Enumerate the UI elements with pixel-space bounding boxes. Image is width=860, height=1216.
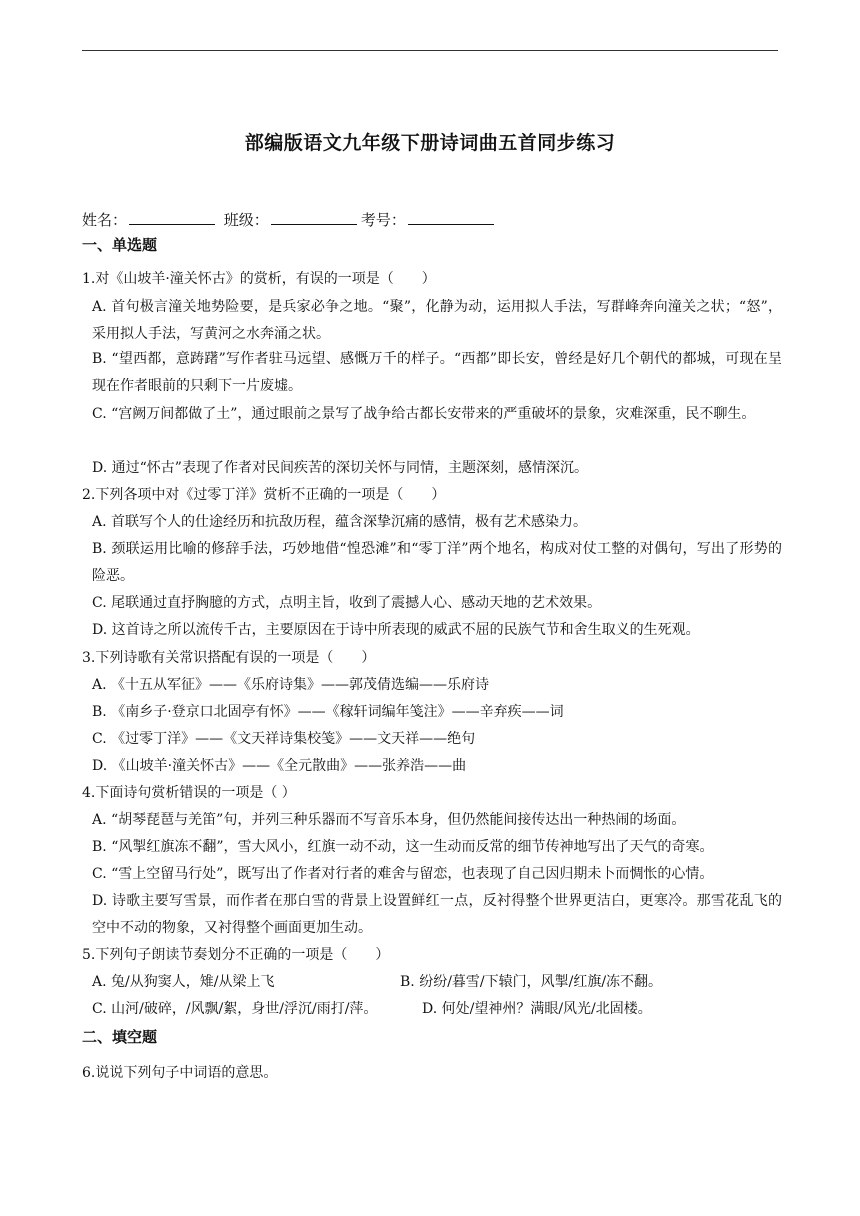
question-5-option-c[interactable]: C. 山河/破碎，/风飘/絮，身世/浮沉/雨打/萍。: [92, 1001, 378, 1017]
name-blank[interactable]: [129, 210, 215, 225]
question-1-option-d[interactable]: D. 通过“怀古”表现了作者对民间疾苦的深切关怀与同情，主题深刻，感情深沉。: [92, 460, 588, 476]
question-5-option-b[interactable]: B. 纷纷/暮雪/下辕门，风掣/红旗/冻不翻。: [400, 974, 663, 990]
exam-number-blank[interactable]: [408, 210, 494, 225]
question-3-option-b[interactable]: B. 《南乡子·登京口北固亭有怀》——《稼轩词编年笺注》——辛弃疾——词: [92, 704, 564, 720]
question-3-stem: 3.下列诗歌有关常识搭配有误的一项是（ ）: [82, 650, 376, 666]
question-4-option-c[interactable]: C. “雪上空留马行处”，既写出了作者对行者的难舍与留恋，也表现了自己因归期未卜而惆怅的心情。: [92, 866, 714, 882]
question-2-stem: 2.下列各项中对《过零丁洋》赏析不正确的一项是（ ）: [82, 487, 446, 503]
question-6-stem: 6.说说下列句子中词语的意思。: [82, 1065, 278, 1081]
question-2-option-a[interactable]: A. 首联写个人的仕途经历和抗敌历程，蕴含深挚沉痛的感情，极有艺术感染力。: [92, 514, 588, 530]
section-heading-fill-in: 二、填空题: [82, 1028, 158, 1046]
document-title: 部编版语文九年级下册诗词曲五首同步练习: [244, 132, 616, 154]
question-5-stem: 5.下列句子朗读节奏划分不正确的一项是（ ）: [82, 947, 390, 963]
header-rule: [82, 50, 778, 51]
question-3-option-d[interactable]: D. 《山坡羊·潼关怀古》——《全元散曲》——张养浩——曲: [92, 758, 467, 774]
question-4-option-b[interactable]: B. “风掣红旗冻不翻”，雪大风小，红旗一动不动，这一生动而反常的细节传神地写出了天气的奇寒。: [92, 839, 714, 855]
question-5-options-row-1: [92, 969, 782, 995]
question-3-option-c[interactable]: C. 《过零丁洋》——《文天祥诗集校笺》——文天祥——绝句: [92, 731, 476, 747]
question-4-option-a[interactable]: A. “胡琴琵琶与羌笛”句，并列三种乐器而不写音乐本身，但仍然能间接传达出一种热闹的场面。: [92, 812, 686, 828]
question-1-option-b[interactable]: B. “望西都，意踌躇”写作者驻马远望、感慨万千的样子。“西都”即长安，曾经是好几个朝代的都城，可现在呈现在作者眼前的只剩下一片废墟。: [92, 351, 782, 394]
question-1-option-c[interactable]: C. “宫阙万间都做了土”，通过眼前之景写了战争给古都长安带来的严重破坏的景象，灾难深重，民不聊生。: [92, 406, 756, 422]
class-label: 班级：: [223, 211, 269, 229]
question-2-option-c[interactable]: C. 尾联通过直抒胸臆的方式，点明主旨，收到了震撼人心、感动天地的艺术效果。: [92, 595, 602, 611]
question-5-options-row-2: [92, 996, 782, 1022]
section-heading-single-choice: 一、单选题: [82, 236, 158, 254]
question-5-option-a[interactable]: A. 兔/从狗窦人，雉/从梁上飞: [92, 974, 275, 990]
question-4-option-d[interactable]: D. 诗歌主要写雪景，而作者在那白雪的背景上设置鲜红一点，反衬得整个世界更洁白，更寒冷。那雪花乱飞的空中不动的物象，又衬得整个画面更加生动。: [92, 893, 782, 936]
question-1-option-a[interactable]: A. 首句极言潼关地势险要，是兵家必争之地。“聚”，化静为动，运用拟人手法，写群峰奔向潼关之状；“怒”，采用拟人手法，写黄河之水奔涌之状。: [92, 299, 782, 342]
question-2-option-b[interactable]: B. 颈联运用比喻的修辞手法，巧妙地借“惶恐滩”和“零丁洋”两个地名，构成对仗工整的对偶句，写出了形势的险恶。: [92, 541, 782, 584]
name-label: 姓名：: [82, 211, 128, 229]
class-blank[interactable]: [271, 210, 357, 225]
question-2-option-d[interactable]: D. 这首诗之所以流传千古，主要原因在于诗中所表现的威武不屈的民族气节和舍生取义的生死观。: [92, 622, 700, 638]
question-1-stem: 1.对《山坡羊·潼关怀古》的赏析，有误的一项是（ ）: [82, 271, 436, 287]
student-info-line: [82, 209, 498, 230]
exam-number-label: 考号：: [360, 211, 406, 229]
question-5-option-d[interactable]: D. 何处/望神州？满眼/风光/北固楼。: [422, 1001, 652, 1017]
question-4-stem: 4.下面诗句赏析错误的一项是（ ）: [82, 785, 296, 801]
question-3-option-a[interactable]: A. 《十五从军征》——《乐府诗集》——郭茂倩选编——乐府诗: [92, 677, 490, 693]
